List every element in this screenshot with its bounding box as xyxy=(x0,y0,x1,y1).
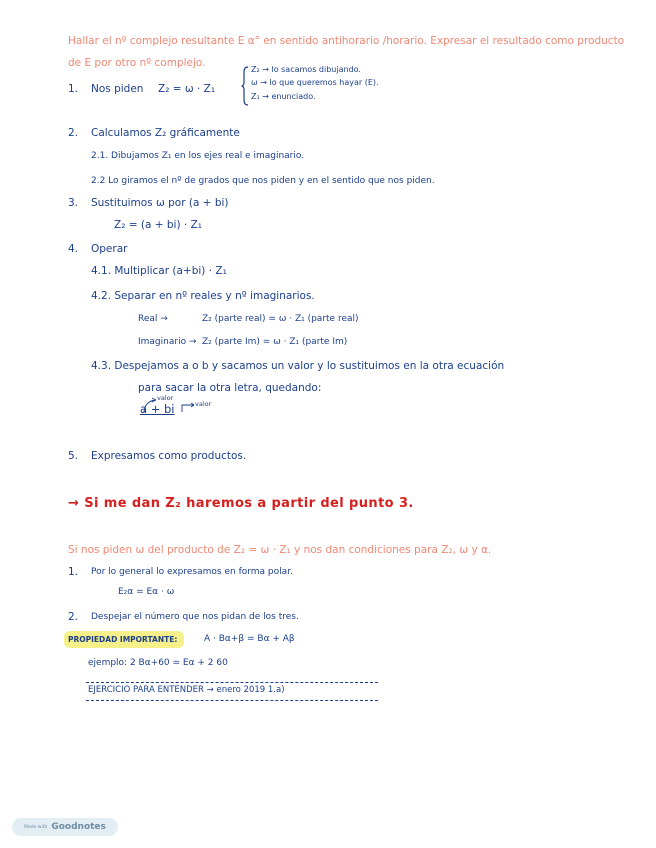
step4-sub3-line2: para sacar la otra letra, quedando: xyxy=(138,382,322,394)
intro-line-2: de E por otro nº complejo. xyxy=(68,57,206,69)
valor-label-b: valor xyxy=(195,400,212,408)
exercise-reference: EJERCICIO PARA ENTENDER → enero 2019 1.a) xyxy=(88,685,285,695)
real-equation: Z₂ (parte real) = ω · Z₁ (parte real) xyxy=(202,314,359,324)
section2-step2-number: 2. xyxy=(68,611,79,623)
step5-title: Expresamos como productos. xyxy=(91,450,247,462)
imag-equation: Z₂ (parte Im) = ω · Z₁ (parte Im) xyxy=(202,337,348,347)
dashed-line-bottom xyxy=(86,700,378,701)
red-note: → Si me dan Z₂ haremos a partir del punto 3. xyxy=(68,496,414,511)
step4-sub3-line1: 4.3. Despejamos a o b y sacamos un valor y lo sustituimos en la otra ecuación xyxy=(91,360,505,372)
step1-note-3: Z₁ → enunciado. xyxy=(251,92,316,101)
badge-brand: Goodnotes xyxy=(51,822,106,832)
section2-step1-title: Por lo general lo expresamos en forma polar. xyxy=(91,567,293,577)
step3-number: 3. xyxy=(68,197,79,209)
property-label: PROPIEDAD IMPORTANTE: xyxy=(68,635,178,644)
example-line: ejemplo: 2 Bα+60 = Eα + 2 60 xyxy=(88,658,228,668)
a-plus-bi-expression: a + bi xyxy=(140,402,175,416)
step1-label: Nos piden xyxy=(91,83,144,95)
section2-intro: Si nos piden ω del producto de Z₂ = ω · Z₁ y nos dan condiciones para Z₂, ω y α. xyxy=(68,544,492,556)
section2-step1-formula: E₂α = Eα · ω xyxy=(118,587,175,597)
step2-sub1: 2.1. Dibujamos Z₁ en los ejes real e imaginario. xyxy=(91,151,305,161)
step4-sub2: 4.2. Separar en nº reales y nº imaginarios. xyxy=(91,290,315,302)
step4-title: Operar xyxy=(91,243,128,255)
step1-number: 1. xyxy=(68,83,79,95)
intro-line-1: Hallar el nº complejo resultante E α° en sentido antihorario /horario. Expresar el resultado como producto xyxy=(68,35,625,47)
valor-label-a: valor xyxy=(157,394,174,402)
goodnotes-badge xyxy=(12,818,118,836)
step4-number: 4. xyxy=(68,243,79,255)
brace-icon xyxy=(241,66,249,106)
dashed-line-top xyxy=(86,682,378,683)
real-label: Real → xyxy=(138,314,168,324)
step2-sub2: 2.2 Lo giramos el nº de grados que nos piden y en el sentido que nos piden. xyxy=(91,176,435,186)
property-formula: A · Bα+β = Bα + Aβ xyxy=(204,634,295,644)
step4-sub1: 4.1. Multiplicar (a+bi) · Z₁ xyxy=(91,265,227,277)
step3-formula: Z₂ = (a + bi) · Z₁ xyxy=(114,219,202,231)
section2-step2-title: Despejar el número que nos pidan de los tres. xyxy=(91,612,299,622)
badge-made-with: Made with xyxy=(24,824,48,830)
step5-number: 5. xyxy=(68,450,79,462)
step1-formula: Z₂ = ω · Z₁ xyxy=(158,83,216,95)
step1-note-1: Z₂ → lo sacamos dibujando. xyxy=(251,65,361,74)
step3-title: Sustituimos ω por (a + bi) xyxy=(91,197,229,209)
step2-number: 2. xyxy=(68,127,79,139)
step1-note-2: ω → lo que queremos hayar (E). xyxy=(251,78,379,87)
imag-label: Imaginario → xyxy=(138,337,197,347)
step2-title: Calculamos Z₂ gráficamente xyxy=(91,127,240,139)
section2-step1-number: 1. xyxy=(68,566,79,578)
